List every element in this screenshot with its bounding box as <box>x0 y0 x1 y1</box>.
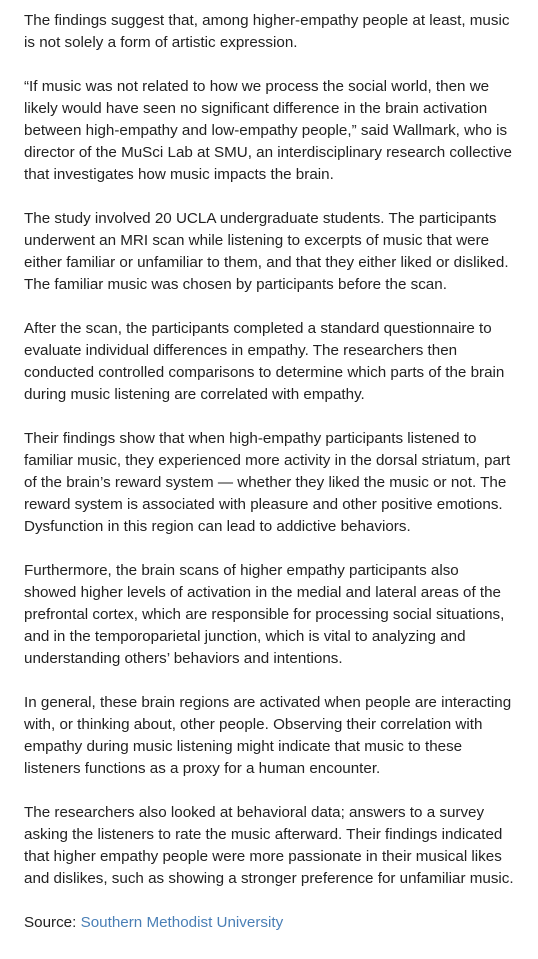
article-paragraph-1: The findings suggest that, among higher-empathy people at least, music is not solely a form of artistic expression. <box>24 12 510 51</box>
article-paragraph-5: Their findings show that when high-empathy participants listened to familiar music, they experienced more activity in the dorsal striatum, part of the brain’s reward system — whether they liked the music or not. The reward system is associated with pleasure and other positive emotions. Dysfunction in this region can lead to addictive behaviors. <box>24 430 511 535</box>
source-label: Source: <box>24 914 77 931</box>
source-line <box>24 912 514 934</box>
article-paragraph-7: In general, these brain regions are activated when people are interacting with, or thinking about, other people. Observing their correlation with empathy during music listening might indicate that music to these listeners functions as a proxy for a human encounter. <box>24 694 512 777</box>
article-paragraph-6: Furthermore, the brain scans of higher empathy participants also showed higher levels of activation in the medial and lateral areas of the prefrontal cortex, which are responsible for processing social situations, and in the temporoparietal junction, which is vital to analyzing and understanding others’ behaviors and intentions. <box>24 562 505 667</box>
article-paragraph-4: After the scan, the participants completed a standard questionnaire to evaluate individual differences in empathy. The researchers then conducted controlled comparisons to determine which parts of the brain during music listening are correlated with empathy. <box>24 320 505 403</box>
source-link[interactable]: Southern Methodist University <box>80 914 284 931</box>
article-paragraph-3: The study involved 20 UCLA undergraduate students. The participants underwent an MRI scan while listening to excerpts of music that were either familiar or unfamiliar to them, and that they either liked or disliked. The familiar music was chosen by participants before the scan. <box>24 210 509 293</box>
article-paragraph-2: “If music was not related to how we process the social world, then we likely would have seen no significant difference in the brain activation between high-empathy and low-empathy people,” said Wallmark, who is director of the MuSci Lab at SMU, an interdisciplinary research collective that investigates how music impacts the brain. <box>24 78 512 183</box>
article-paragraph-8: The researchers also looked at behavioral data; answers to a survey asking the listeners to rate the music afterward. Their findings indicated that higher empathy people were more passionate in their musical likes and dislikes, such as showing a stronger preference for unfamiliar music. <box>24 804 514 887</box>
